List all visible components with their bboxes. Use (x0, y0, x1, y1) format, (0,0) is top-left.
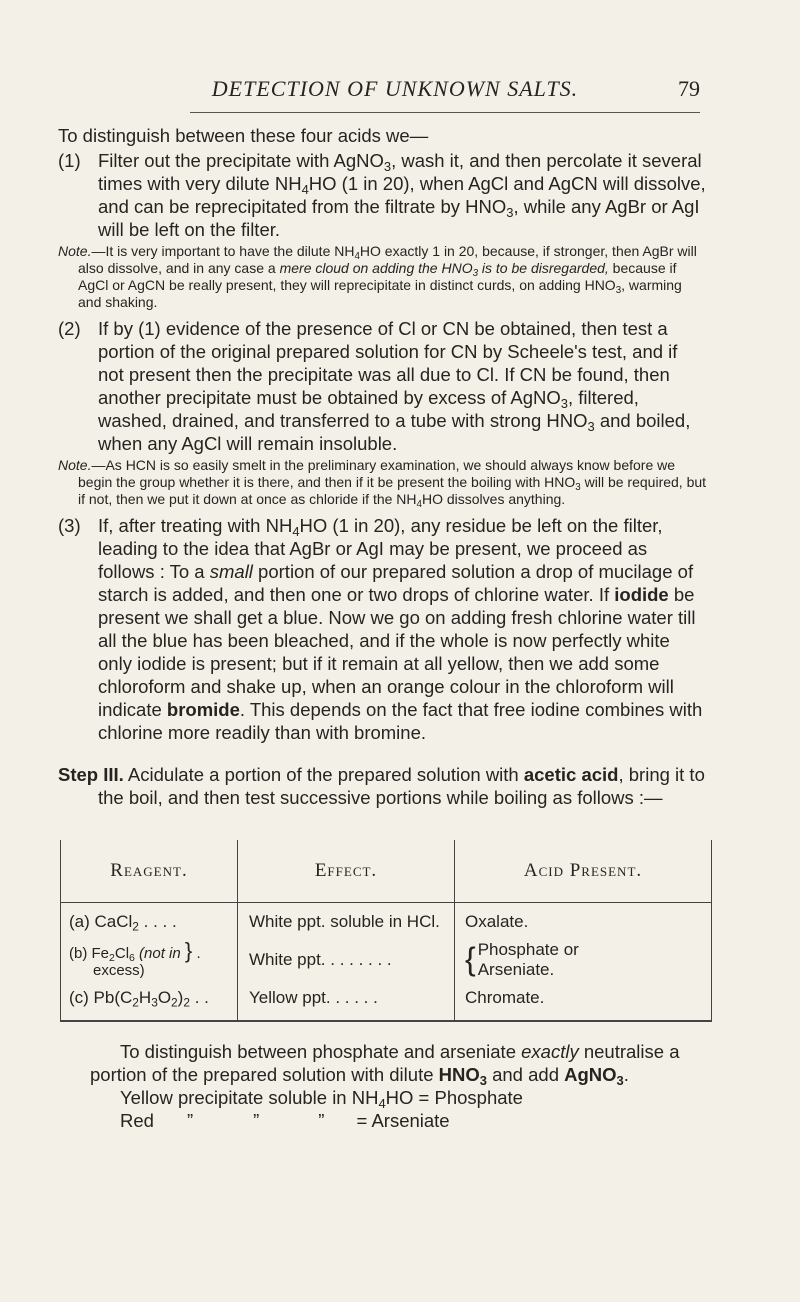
table-row-b-reagent: (b) $Fe_2Cl_6$ (not in } . excess) (69, 938, 201, 979)
step-3: Step III. Acidulate a portion of the prepared solution with acetic acid, bring it to the boil, and then test successive portions while boiling as follows :— (58, 763, 705, 808)
item-3-number: (3) (58, 515, 81, 536)
item-1: (1) Filter out the precipitate with AgNO$_3$, wash it, and then percolate it several times with very dilute $NH_4HO$ (1 in 20), when AgCl and AgCN will dissolve, and can be reprecipitated from the filtrate by $HNO_3$, while any AgBr or AgI will be left on the filter. (58, 150, 706, 240)
table-row-b-effect: White ppt. . . . . . . . (249, 950, 392, 969)
table-row-c-acid: Chromate. (465, 988, 545, 1007)
note-2-label: Note. (58, 457, 92, 473)
item-2: (2) If by (1) evidence of the presence of Cl or CN be obtained, then test a portion of the original prepared solution for CN by Scheele's test, and if not present then the precipitate was all due to Cl. If CN be found, then another precipitate must be obtained by excess of AgNO$_3$, filtered, washed, drained, and transferred to a tube with strong $HNO_3$ and boiled, when any AgCl will remain insoluble. (58, 318, 691, 454)
column-divider (454, 840, 455, 1020)
phosphate-result: Yellow precipitate soluble in $NH_4HO$ = Phosphate (120, 1087, 523, 1111)
step-3-label: Step III. (58, 763, 124, 785)
table-row-a-acid: Oxalate. (465, 912, 529, 931)
arseniate-result: Red ” ” ” = Arseniate (120, 1110, 450, 1131)
body-text (58, 124, 708, 827)
table-row-b-acid: { Phosphate or Arseniate. (465, 940, 579, 979)
header-acid: Acid Present. (523, 860, 643, 881)
table-row-c-reagent: (c) $Pb(C_2H_3O_2)_2$ . . (69, 988, 209, 1010)
page-number: 79 (678, 76, 700, 101)
item-2-number: (2) (58, 318, 81, 339)
table-row-a-reagent: (a) CaCl$_2$ . . . . (69, 912, 177, 934)
closing-text (90, 1040, 710, 1132)
intro-paragraph: To distinguish between these four acids we— (58, 125, 429, 146)
column-divider (237, 840, 238, 1020)
table-row-a-effect: White ppt. soluble in HCl. (249, 912, 440, 931)
table-row-c-effect: Yellow ppt. . . . . . (249, 988, 378, 1007)
header-reagent: Reagent. (110, 860, 188, 881)
note-2: Note.—As HCN is so easily smelt in the preliminary examination, we should always know before we begin the group whether it is there, and then if it be present the boiling with $HNO_3$ will be required, but if not, then we put it down at once as chloride if the $NH_4HO$ dissolves anything. (58, 457, 707, 510)
note-1-label: Note. (58, 243, 92, 259)
header-effect: Effect. (314, 860, 378, 881)
note-1: Note.—It is very important to have the dilute $NH_4HO$ exactly 1 in 20, because, if stronger, then AgBr will also dissolve, and in any case a mere cloud on adding the $HNO_3$ is to be disregarded, because if AgCl or AgCN be really present, they will reprecipitate in distinct curds, on adding $HNO_3$, warming and shaking. (58, 243, 697, 310)
closing-paragraph: To distinguish between phosphate and arseniate exactly neutralise a portion of the prepared solution with dilute $HNO_3$ and add AgNO$_3$. (90, 1041, 680, 1088)
running-title: DETECTION OF UNKNOWN SALTS. (211, 76, 579, 101)
table-header-row (61, 840, 711, 903)
item-1-number: (1) (58, 150, 81, 171)
item-3: (3) If, after treating with $NH_4HO$ (1 in 20), any residue be left on the filter, leading to the idea that AgBr or AgI may be present, we proceed as follows : To a small portion of our prepared solution a drop of mucilage of starch is added, and then one or two drops of chlorine water. If iodide be present we shall get a blue. Now we go on adding fresh chlorine water till all the blue has been bleached, and if the whole is now perfectly white only iodide is present; but if it remain at all yellow, then we add some chloroform and shake up, when an orange colour in the chloroform will indicate bromide. This depends on the fact that free iodine combines with chlorine more readily than with bromine. (58, 515, 703, 743)
reagent-table (60, 840, 712, 1022)
page-header (190, 76, 700, 110)
header-rule (190, 112, 700, 113)
